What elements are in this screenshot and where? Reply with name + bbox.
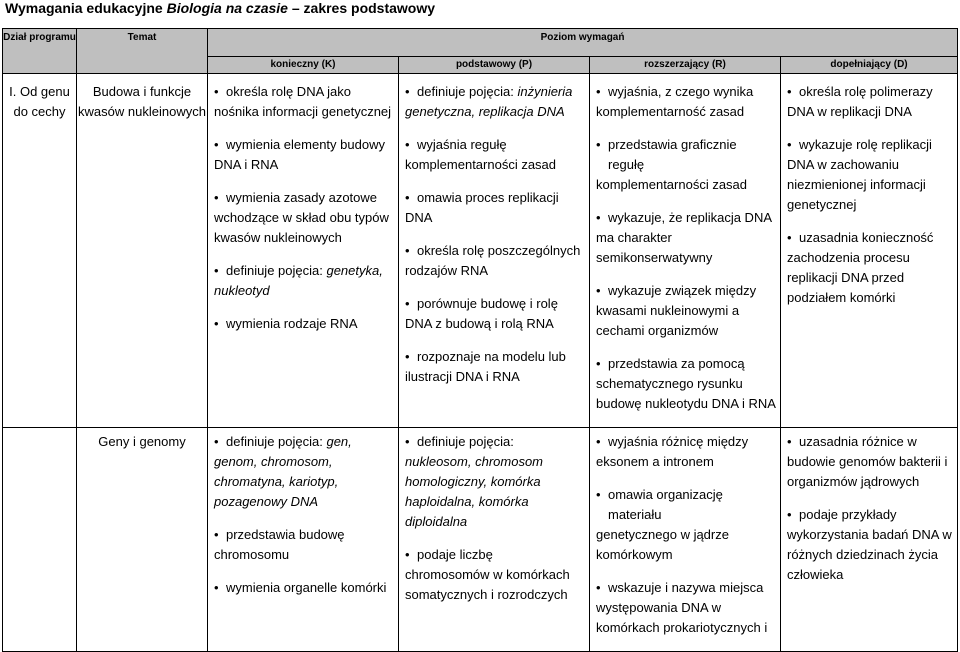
- requirement-item: [405, 135, 585, 175]
- requirement-continuation: komplementarności zasad: [405, 157, 557, 172]
- temat-cell: Geny i genomy: [77, 428, 208, 652]
- requirement-continuation: występowania DNA w komórkach prokariotycznych i: [596, 600, 768, 635]
- requirement-item: [787, 432, 953, 492]
- requirement-continuation: komplementarność zasad: [596, 104, 745, 119]
- requirement-continuation: nukleotyd: [214, 283, 270, 298]
- requirement-first-line: uzasadnia konieczność: [799, 230, 934, 245]
- requirement-first-line: podaje liczbę: [417, 547, 493, 562]
- requirement-continuation: genetyczna, replikacja DNA: [405, 104, 565, 119]
- requirement-item: [214, 82, 394, 122]
- requirement-first-line: określa rolę poszczególnych: [417, 243, 581, 258]
- requirement-item: [405, 545, 585, 605]
- requirement-continuation: genetycznego w jądrze komórkowym: [596, 527, 729, 562]
- requirement-item: [405, 432, 585, 532]
- requirement-item: [214, 188, 394, 248]
- requirement-first-line: uzasadnia różnice w: [799, 434, 917, 449]
- requirement-item: [405, 188, 585, 228]
- requirement-continuation: DNA i RNA: [214, 157, 279, 172]
- requirement-continuation: nukleosom, chromosom homologiczny, komórka haploidalna, komórka diploidalna: [405, 454, 543, 529]
- requirement-first-line: definiuje pojęcia:: [417, 434, 514, 449]
- requirement-first-line: przedstawia budowę: [226, 527, 345, 542]
- requirement-first-line: wyjaśnia różnicę między: [608, 434, 749, 449]
- requirement-item: [596, 281, 776, 341]
- header-dzial: Dział programu: [3, 29, 77, 74]
- requirement-item: [214, 525, 394, 565]
- temat-cell: Budowa i funkcje kwasów nukleinowych: [77, 74, 208, 428]
- requirement-first-line: określa rolę polimerazy: [799, 84, 933, 99]
- requirement-continuation: genom, chromosom, chromatyna, kariotyp, pozagenowy DNA: [214, 454, 339, 509]
- requirement-item: [405, 241, 585, 281]
- header-temat: Temat: [77, 29, 208, 74]
- requirement-first-line: podaje przykłady: [799, 507, 897, 522]
- requirement-continuation: chromosomu: [214, 547, 290, 562]
- requirement-item: [787, 505, 953, 585]
- level-k-cell: [208, 74, 399, 428]
- requirement-first-line: określa rolę DNA jako: [226, 84, 351, 99]
- requirement-first-line: wymienia zasady azotowe: [226, 190, 378, 205]
- requirement-item: [596, 578, 776, 638]
- requirement-first-line: definiuje pojęcia: inżynieria: [417, 84, 573, 99]
- requirement-first-line: wyjaśnia regułę: [417, 137, 507, 152]
- requirement-first-line: definiuje pojęcia: gen,: [226, 434, 352, 449]
- level-k-cell: [208, 428, 399, 652]
- requirement-continuation: komplementarności zasad: [596, 177, 748, 192]
- requirement-first-line: omawia proces replikacji: [417, 190, 559, 205]
- level-d-cell: [781, 428, 958, 652]
- requirement-first-line: wykazuje rolę replikacji: [799, 137, 932, 152]
- requirement-continuation: DNA w replikacji DNA: [787, 104, 912, 119]
- requirement-first-line: wykazuje, że replikacja DNA: [608, 210, 773, 225]
- requirement-item: [596, 208, 776, 268]
- requirement-item: [596, 82, 776, 122]
- requirement-continuation: DNA w zachowaniu niezmienionej informacji genetycznej: [787, 157, 926, 212]
- requirement-first-line: wymienia organelle komórki: [226, 580, 387, 595]
- requirement-item: [214, 314, 394, 334]
- requirement-item: [214, 135, 394, 175]
- requirement-continuation: wykorzystania badań DNA w różnych dziedzinach życia człowieka: [787, 527, 952, 582]
- requirement-continuation: ilustracji DNA i RNA: [405, 369, 520, 384]
- title-prefix: Wymagania edukacyjne: [5, 0, 167, 16]
- requirement-item: [787, 82, 953, 122]
- requirement-item: [214, 578, 394, 598]
- level-r-cell: [590, 428, 781, 652]
- requirement-item: [787, 228, 953, 308]
- requirement-item: [787, 135, 953, 215]
- dzial-cell: I. Od genu do cechy: [3, 74, 77, 428]
- title-italic: Biologia na czasie: [166, 0, 288, 16]
- table-row: [3, 74, 958, 428]
- header-level-r: rozszerzający (R): [590, 57, 781, 74]
- header-level-d: dopełniający (D): [781, 57, 958, 74]
- requirement-continuation: zachodzenia procesu replikacji DNA przed podziałem komórki: [787, 250, 910, 305]
- requirement-first-line: przedstawia za pomocą: [608, 356, 745, 371]
- requirement-first-line: porównuje budowę i rolę: [417, 296, 558, 311]
- requirement-continuation: kwasami nukleinowymi a cechami organizmów: [596, 303, 740, 338]
- requirement-first-line: rozpoznaje na modelu lub: [417, 349, 566, 364]
- table-row: [3, 428, 958, 652]
- requirement-continuation: wchodzące w skład obu typów kwasów nukleinowych: [214, 210, 389, 245]
- requirement-first-line: przedstawia graficznie regułę: [608, 137, 737, 172]
- requirement-first-line: omawia organizację materiału: [608, 487, 723, 522]
- requirement-continuation: DNA z budową i rolą RNA: [405, 316, 554, 331]
- level-p-cell: [399, 74, 590, 428]
- header-level-k: konieczny (K): [208, 57, 399, 74]
- dzial-cell: [3, 428, 77, 652]
- requirement-first-line: wymienia elementy budowy: [226, 137, 385, 152]
- header-level-p: podstawowy (P): [399, 57, 590, 74]
- requirement-first-line: definiuje pojęcia: genetyka,: [226, 263, 383, 278]
- requirement-item: [596, 135, 776, 195]
- requirement-continuation: schematycznego rysunku budowę nukleotydu DNA i RNA: [596, 376, 776, 411]
- requirement-first-line: wskazuje i nazywa miejsca: [608, 580, 764, 595]
- requirement-item: [596, 354, 776, 414]
- requirement-continuation: budowie genomów bakterii i organizmów jądrowych: [787, 454, 948, 489]
- requirements-table: [2, 28, 958, 652]
- requirement-first-line: wymienia rodzaje RNA: [226, 316, 358, 331]
- level-r-cell: [590, 74, 781, 428]
- requirement-item: [405, 82, 585, 122]
- requirement-item: [596, 432, 776, 472]
- requirement-item: [214, 432, 394, 512]
- requirement-item: [405, 347, 585, 387]
- document-title: [5, 0, 435, 17]
- requirement-first-line: wyjaśnia, z czego wynika: [608, 84, 754, 99]
- requirement-first-line: wykazuje związek między: [608, 283, 757, 298]
- requirement-continuation: DNA: [405, 210, 433, 225]
- requirement-continuation: chromosomów w komórkach somatycznych i rozrodczych: [405, 567, 570, 602]
- requirement-item: [214, 261, 394, 301]
- requirement-continuation: ma charakter semikonserwatywny: [596, 230, 713, 265]
- header-poziom: Poziom wymagań: [208, 29, 958, 57]
- requirement-continuation: eksonem a intronem: [596, 454, 714, 469]
- requirement-item: [405, 294, 585, 334]
- requirement-item: [596, 485, 776, 565]
- requirement-continuation: rodzajów RNA: [405, 263, 489, 278]
- title-suffix: – zakres podstawowy: [287, 0, 436, 16]
- level-d-cell: [781, 74, 958, 428]
- level-p-cell: [399, 428, 590, 652]
- requirement-continuation: nośnika informacji genetycznej: [214, 104, 392, 119]
